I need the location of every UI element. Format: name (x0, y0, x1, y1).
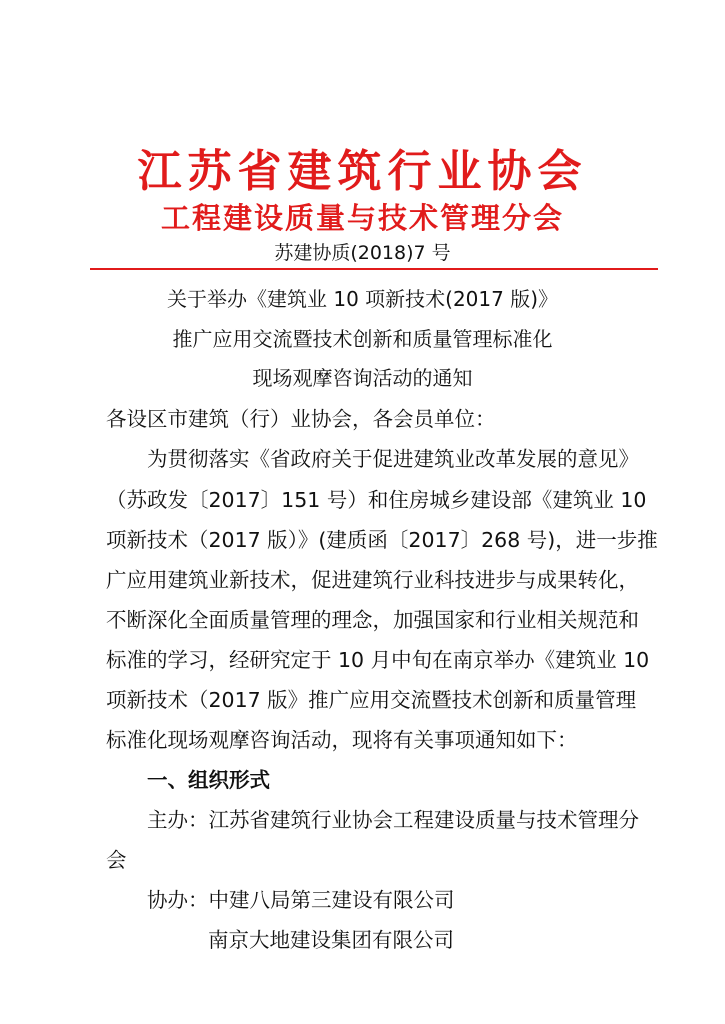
paragraph-line-7: 项新技术（2017 版》推广应用交流暨技术创新和质量管理 (106, 688, 637, 712)
organizer-line-1: 主办：江苏省建筑行业协会工程建设质量与技术管理分 (147, 808, 639, 832)
paragraph-line-6: 标准的学习，经研究定于 10 月中旬在南京举办《建筑业 10 (106, 648, 650, 672)
org-title: 江苏省建筑行业协会 (137, 146, 588, 197)
paragraph-line-8: 标准化现场观摩咨询活动，现将有关事项通知如下： (106, 728, 578, 752)
paragraph-line-2: （苏政发〔2017〕151 号）和住房城乡建设部《建筑业 10 (106, 488, 647, 512)
paragraph-line-1: 为贯彻落实《省政府关于促进建筑业改革发展的意见》 (147, 447, 639, 471)
paragraph-line-5: 不断深化全面质量管理的理念，加强国家和行业相关规范和 (106, 608, 639, 632)
notice-title-line-2: 推广应用交流暨技术创新和质量管理标准化 (172, 327, 553, 351)
notice-title-line-1: 关于举办《建筑业 10 项新技术(2017 版)》 (166, 287, 559, 311)
org-subtitle: 工程建设质量与技术管理分会 (160, 201, 564, 235)
co-organizer-line-1: 协办：中建八局第三建设有限公司 (147, 888, 455, 912)
notice-title-line-3: 现场观摩咨询活动的通知 (252, 366, 473, 390)
co-organizer-line-2: 南京大地建设集团有限公司 (208, 928, 454, 952)
salutation: 各设区市建筑（行）业协会，各会员单位： (106, 407, 496, 431)
organizer-line-2: 会 (106, 848, 127, 872)
paragraph-line-4: 广应用建筑业新技术，促进建筑行业科技进步与成果转化， (106, 568, 639, 592)
section-heading: 一、组织形式 (147, 768, 270, 792)
header-divider (90, 268, 658, 270)
paragraph-line-3: 项新技术（2017 版）》(建质函〔2017〕268 号)，进一步推 (106, 528, 658, 552)
doc-number: 苏建协质(2018)7 号 (274, 242, 451, 264)
